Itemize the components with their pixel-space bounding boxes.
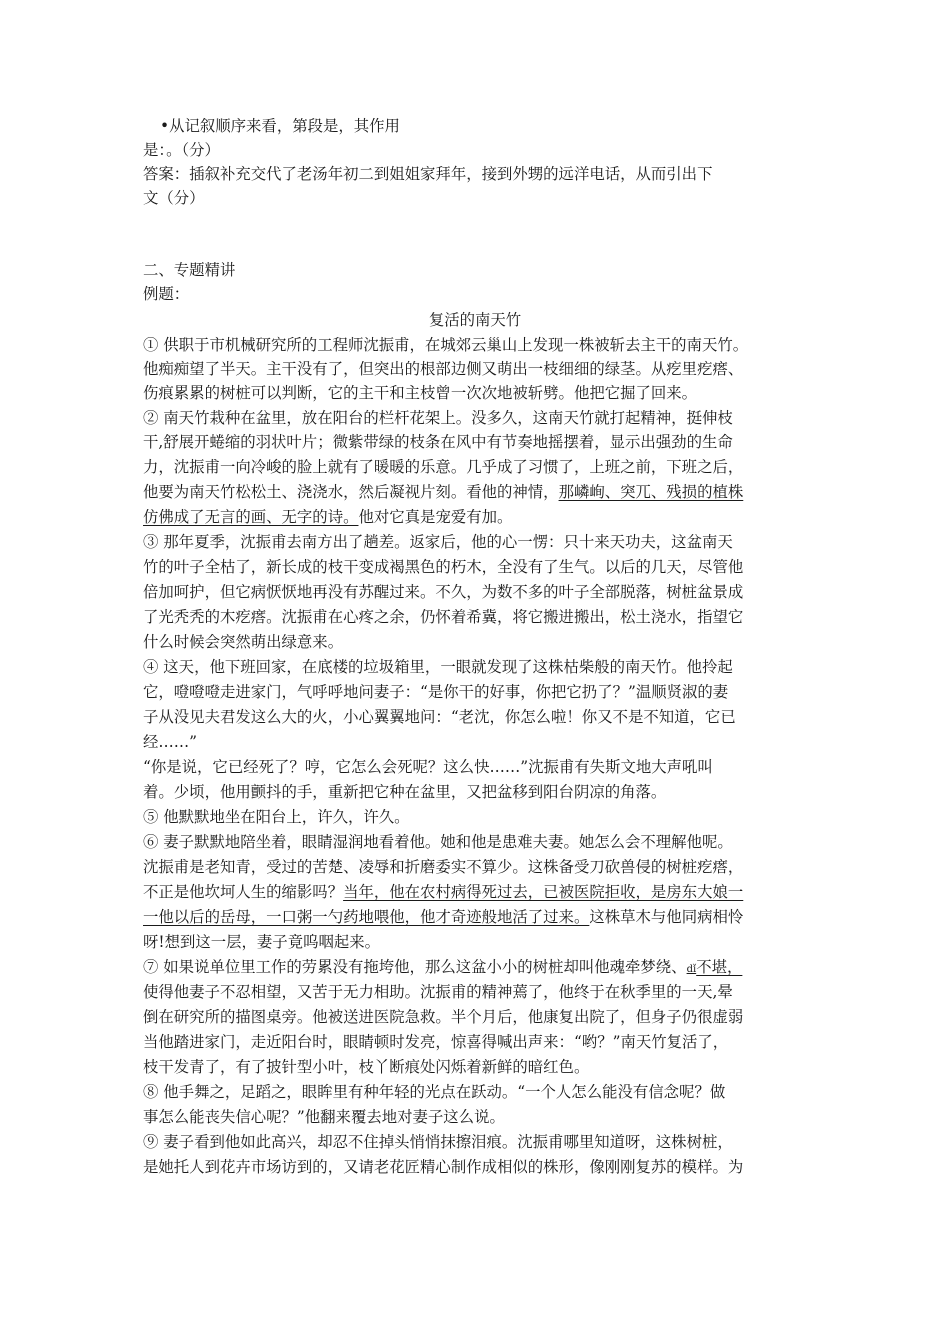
- paragraph-line: 它，噔噔噔走进家门，气呼呼地问妻子：“是你干的好事，你把它扔了？”温顺贤淑的妻: [143, 683, 729, 701]
- paragraph-line: 经……”: [143, 733, 198, 751]
- paragraph-line: ④ 这天，他下班回家，在底楼的垃圾箱里，一眼就发现了这株枯柴般的南天竹。他拎起: [143, 658, 733, 676]
- question-line: •从记叙顺序来看，第段是，其作用: [160, 117, 400, 135]
- underlined-text: 当年，他在农村病得死过去，已被医院拒收，是房东大娘一: [343, 883, 744, 901]
- paragraph-line: 什么时候会突然萌出绿意来。: [143, 633, 344, 651]
- text-run: ⑦ 如果说单位里工作的劳累没有拖垮他，那么这盆小小的树桩却叫他魂牵梦绕、: [143, 958, 687, 976]
- paragraph-line: ⑤ 他默默地坐在阳台上，许久，许久。: [143, 808, 410, 826]
- paragraph-line: 当他踏进家门，走近阳台时，眼睛顿时发亮，惊喜得喊出声来：“哟？”南天竹复活了，: [143, 1033, 729, 1051]
- paragraph-line: [143, 905, 810, 929]
- paragraph-line: 伤痕累累的树桩可以判断，它的主干和主枝曾一次次地被斩劈。他把它掘了回来。: [143, 384, 698, 402]
- paragraph-line: 他痴痴望了半天。主干没有了，但突出的根部边侧又萌出一枝细细的绿茎。从疙里疙瘩、: [143, 360, 744, 378]
- paragraph-line: 力，沈振甫一向冷峻的脸上就有了暖暖的乐意。几乎成了习惯了，上班之前，下班之后，: [143, 458, 744, 476]
- paragraph-line: 呀!想到这一层，妻子竟呜咽起来。: [143, 933, 381, 951]
- underlined-text: 仿佛成了无言的画、无字的诗。: [143, 508, 359, 526]
- paragraph-line: 是她托人到花卉市场访到的，又请老花匠精心制作成相似的株形，像刚刚复苏的模样。为: [143, 1158, 744, 1176]
- paragraph-line: 枝干发青了，有了披针型小叶，枝丫断痕处闪烁着新鲜的暗红色。: [143, 1058, 590, 1076]
- paragraph-line: [143, 505, 810, 529]
- paragraph-line: [143, 880, 810, 904]
- paragraph-line: 着。少顷，他用颤抖的手，重新把它种在盆里，又把盆移到阳台阴凉的角落。: [143, 783, 667, 801]
- example-label: 例题：: [143, 285, 190, 303]
- text-run: 不正是他坎坷人生的缩影吗？: [143, 883, 344, 901]
- paragraph-line: 竹的叶子全枯了，新长成的枝干变成褐黑色的朽木，全没有了生气。以后的几天，尽管他: [143, 558, 744, 576]
- paragraph-line: [143, 955, 810, 982]
- underlined-text: 一他以后的岳母，一口粥一勺药地喂他，他才奇迹般地活了过来。: [143, 908, 590, 926]
- paragraph-line: 使得他妻子不忍相望，又苦于无力相助。沈振甫的精神蔫了，他终于在秋季里的一天,晕: [143, 983, 733, 1001]
- text-run: 这株草木与他同病相怜: [589, 908, 744, 926]
- paragraph-line: ⑧ 他手舞之，足蹈之，眼眸里有种年轻的光点在跃动。“一个人怎么能没有信念呢？做: [143, 1083, 726, 1101]
- pinyin-note: dǐ: [686, 964, 697, 975]
- underlined-text: 那嶙峋、突兀、残损的植株: [558, 483, 744, 501]
- paragraph-line: “你是说，它已经死了？哼，它怎么会死呢？这么快……”沈振甫有失斯文地大声吼叫: [143, 758, 713, 776]
- paragraph-line: ⑨ 妻子看到他如此高兴，却忍不住掉头悄悄抹擦泪痕。沈振甫哪里知道呀，这株树桩，: [143, 1133, 733, 1151]
- paragraph-line: 沈振甫是老知青，受过的苦楚、凌辱和折磨委实不算少。这株备受刀砍兽侵的树桩疙瘩，: [143, 858, 744, 876]
- paragraph-line: ⑥ 妻子默默地陪坐着，眼睛湿润地看着他。她和他是患难夫妻。她怎么会不理解他呢。: [143, 833, 733, 851]
- text-run: 他要为南天竹松松土、浇浇水，然后凝视片刻。看他的神情，: [143, 483, 559, 501]
- paragraph-line: ③ 那年夏季，沈振甫去南方出了趟差。返家后，他的心一愣：只十来天功夫，这盆南天: [143, 533, 733, 551]
- paragraph-line: 了光秃秃的木疙瘩。沈振甫在心疼之余，仍怀着希冀，将它搬进搬出，松土浇水，指望它: [143, 608, 744, 626]
- paragraph-line: 倒在研究所的描图桌旁。他被送进医院急救。半个月后，他康复出院了，但身子仍很虚弱: [143, 1008, 744, 1026]
- paragraph-line: ② 南天竹栽种在盆里，放在阳台的栏杆花架上。没多久，这南天竹就打起精神，挺伸枝: [143, 409, 733, 427]
- paragraph-line: 干,舒展开蜷缩的羽状叶片；微紫带绿的枝条在风中有节奏地摇摆着，显示出强劲的生命: [143, 433, 733, 451]
- paragraph-line: [143, 480, 810, 504]
- paragraph-line: 子从没见夫君发这么大的火，小心翼翼地问：“老沈，你怎么啦！你又不是不知道，它已: [143, 708, 736, 726]
- question-line: 是：。（分）: [143, 141, 220, 159]
- answer-line: 答案：插叙补充交代了老汤年初二到姐姐家拜年，接到外甥的远洋电话，从而引出下: [143, 165, 713, 183]
- story-title: 复活的南天竹: [428, 311, 522, 329]
- text-run: 他对它真是宠爱有加。: [358, 508, 513, 526]
- paragraph-line: 倍加呵护，但它病恹恹地再没有苏醒过来。不久，为数不多的叶子全部脱落，树桩盆景成: [143, 583, 744, 601]
- answer-line: 文（分）: [143, 189, 205, 207]
- paragraph-line: 事怎么能丧失信心呢？”他翻来覆去地对妻子这么说。: [143, 1108, 505, 1126]
- paragraph-line: ① 供职于市机械研究所的工程师沈振甫，在城郊云巢山上发现一株被斩去主干的南天竹。: [143, 336, 749, 354]
- section-heading: 二、专题精讲: [143, 261, 236, 279]
- underlined-text: 不堪，: [696, 958, 743, 976]
